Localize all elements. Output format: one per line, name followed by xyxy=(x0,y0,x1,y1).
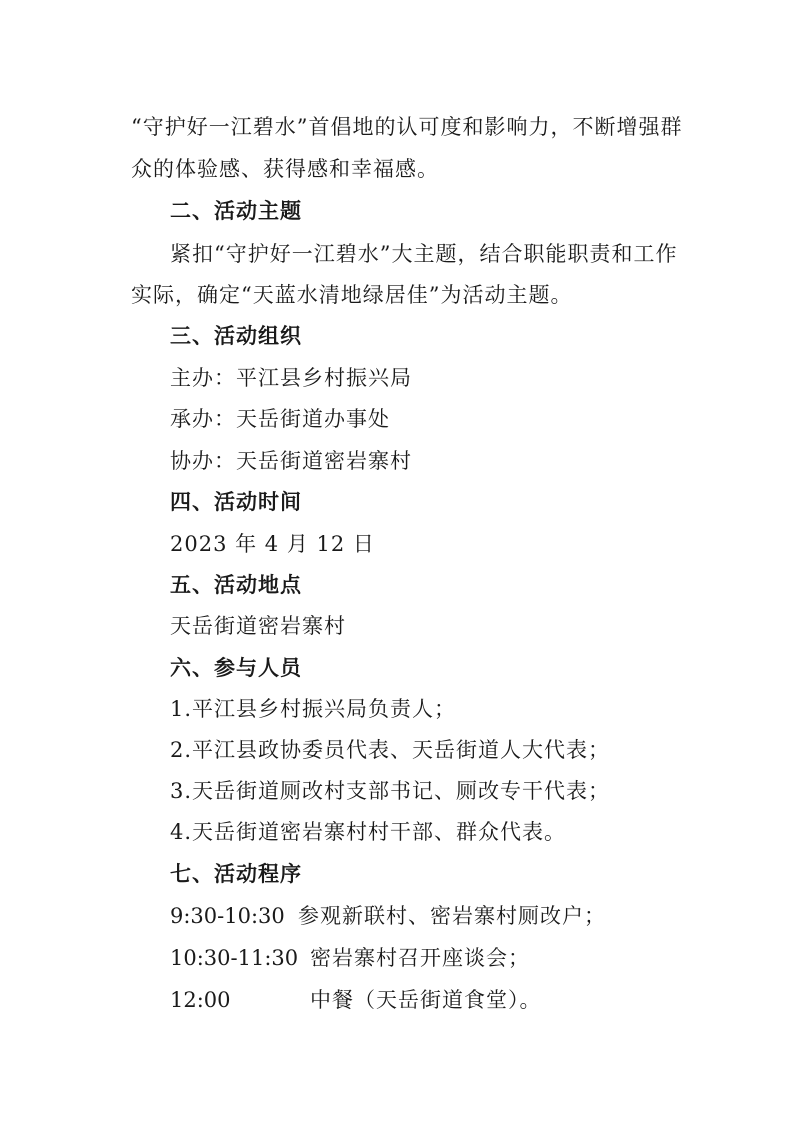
schedule-activity-1: 参观新联村、密岩寨村厕改户； xyxy=(298,904,606,928)
participant-item-4: 4.天岳街道密岩寨村村干部、群众代表。 xyxy=(170,820,567,844)
theme-line-1: 紧扣“守护好一江碧水”大主题，结合职能职责和工作 xyxy=(170,242,678,266)
organization-host: 主办：平江县乡村振兴局 xyxy=(170,366,412,390)
organization-co-organizer: 协办：天岳街道密岩寨村 xyxy=(170,449,412,473)
intro-line-2: 众的体验感、获得感和幸福感。 xyxy=(131,157,439,181)
organization-organizer: 承办：天岳街道办事处 xyxy=(170,407,390,431)
section-heading-time: 四、活动时间 xyxy=(170,490,302,514)
schedule-activity-2: 密岩寨村召开座谈会； xyxy=(310,946,530,970)
schedule-time-2: 10:30-11:30 xyxy=(170,946,299,970)
section-heading-theme: 二、活动主题 xyxy=(170,199,302,223)
section-heading-program: 七、活动程序 xyxy=(170,862,302,886)
activity-place: 天岳街道密岩寨村 xyxy=(170,614,346,638)
section-heading-organization: 三、活动组织 xyxy=(170,324,302,348)
schedule-time-1: 9:30-10:30 xyxy=(170,904,285,928)
schedule-activity-3: 中餐（天岳街道食堂）。 xyxy=(310,988,542,1012)
section-heading-participants: 六、参与人员 xyxy=(170,656,302,680)
intro-line-1: “守护好一江碧水”首倡地的认可度和影响力，不断增强群 xyxy=(131,115,683,139)
section-heading-place: 五、活动地点 xyxy=(170,573,302,597)
schedule-time-3: 12:00 xyxy=(170,988,231,1012)
activity-date: 2023 年 4 月 12 日 xyxy=(170,532,375,556)
participant-item-3: 3.天岳街道厕改村支部书记、厕改专干代表； xyxy=(170,779,611,803)
participant-item-2: 2.平江县政协委员代表、天岳街道人大代表； xyxy=(170,738,611,762)
theme-line-2: 实际，确定“天蓝水清地绿居佳”为活动主题。 xyxy=(131,283,573,307)
participant-item-1: 1.平江县乡村振兴局负责人； xyxy=(170,697,457,721)
